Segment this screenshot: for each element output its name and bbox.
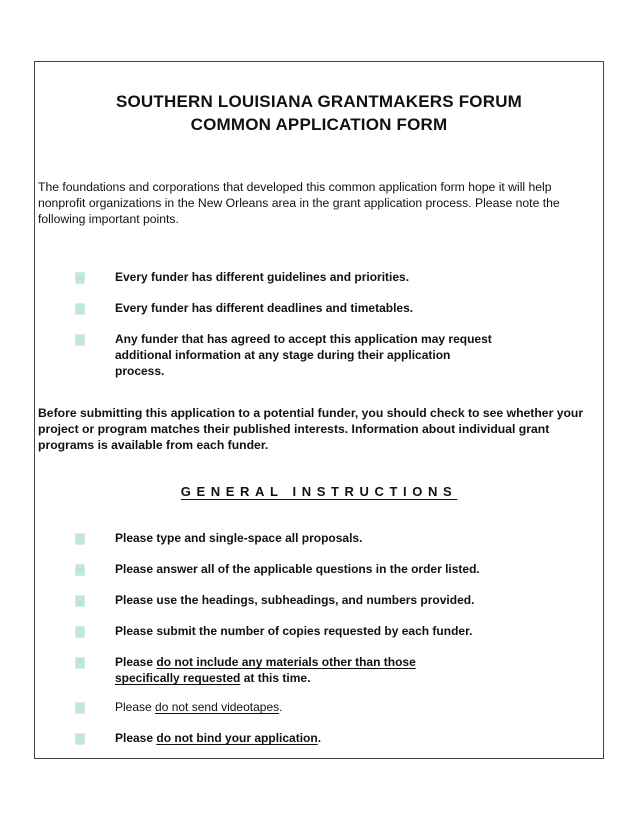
instruction-text: Please use the headings, subheadings, and numbers provided. xyxy=(115,593,475,607)
point-text: Any funder that has agreed to accept this application may request additional information at any stage during their application process. xyxy=(115,332,492,378)
before-submitting-paragraph: Before submitting this application to a potential funder, you should check to see whether your project or program matches their published interests. Information about individual grant programs is available from each funder. xyxy=(38,406,584,452)
bullet-square-icon xyxy=(75,626,85,638)
bullet-square-icon xyxy=(75,564,85,576)
form-title-line2: COMMON APPLICATION FORM xyxy=(190,115,448,134)
instruction-text: Please type and single-space all proposals. xyxy=(115,531,363,545)
bullet-square-icon xyxy=(75,702,85,714)
bullet-square-icon xyxy=(75,334,85,346)
instruction-suffix: at this time. xyxy=(240,671,311,685)
instruction-prefix: Please xyxy=(115,700,156,714)
intro-paragraph: The foundations and corporations that developed this common application form hope it will help nonprofit organizations in the New Orleans area in the grant application process. Please note the following important points. xyxy=(38,180,560,226)
general-instructions-heading xyxy=(35,484,603,499)
bullet-square-icon xyxy=(75,733,85,745)
bullet-square-icon xyxy=(75,533,85,545)
instruction-suffix: . xyxy=(317,731,322,745)
point-text: Every funder has different deadlines and timetables. xyxy=(115,301,414,315)
heading-text: GENERAL INSTRUCTIONS xyxy=(180,484,458,499)
instruction-text: Please submit the number of copies requested by each funder. xyxy=(115,624,473,638)
instruction-emphasis: do not bind your application xyxy=(156,731,318,745)
point-text: Every funder has different guidelines and priorities. xyxy=(115,270,410,284)
bullet-square-icon xyxy=(75,595,85,607)
instruction-text xyxy=(115,730,585,746)
instruction-text xyxy=(115,654,475,686)
bullet-square-icon xyxy=(75,657,85,669)
bullet-square-icon xyxy=(75,303,85,315)
bullet-square-icon xyxy=(75,272,85,284)
form-title-line1: SOUTHERN LOUISIANA GRANTMAKERS FORUM xyxy=(115,92,523,111)
instruction-emphasis: do not include any materials other than those specifically requested xyxy=(115,655,416,685)
instruction-text: Please answer all of the applicable questions in the order listed. xyxy=(115,562,480,576)
instruction-suffix: . xyxy=(279,700,283,714)
instruction-text xyxy=(115,699,585,715)
document-page xyxy=(34,61,604,759)
instruction-emphasis: do not send videotapes xyxy=(155,700,280,714)
instruction-prefix: Please xyxy=(115,731,157,745)
instruction-prefix: Please xyxy=(115,655,157,669)
